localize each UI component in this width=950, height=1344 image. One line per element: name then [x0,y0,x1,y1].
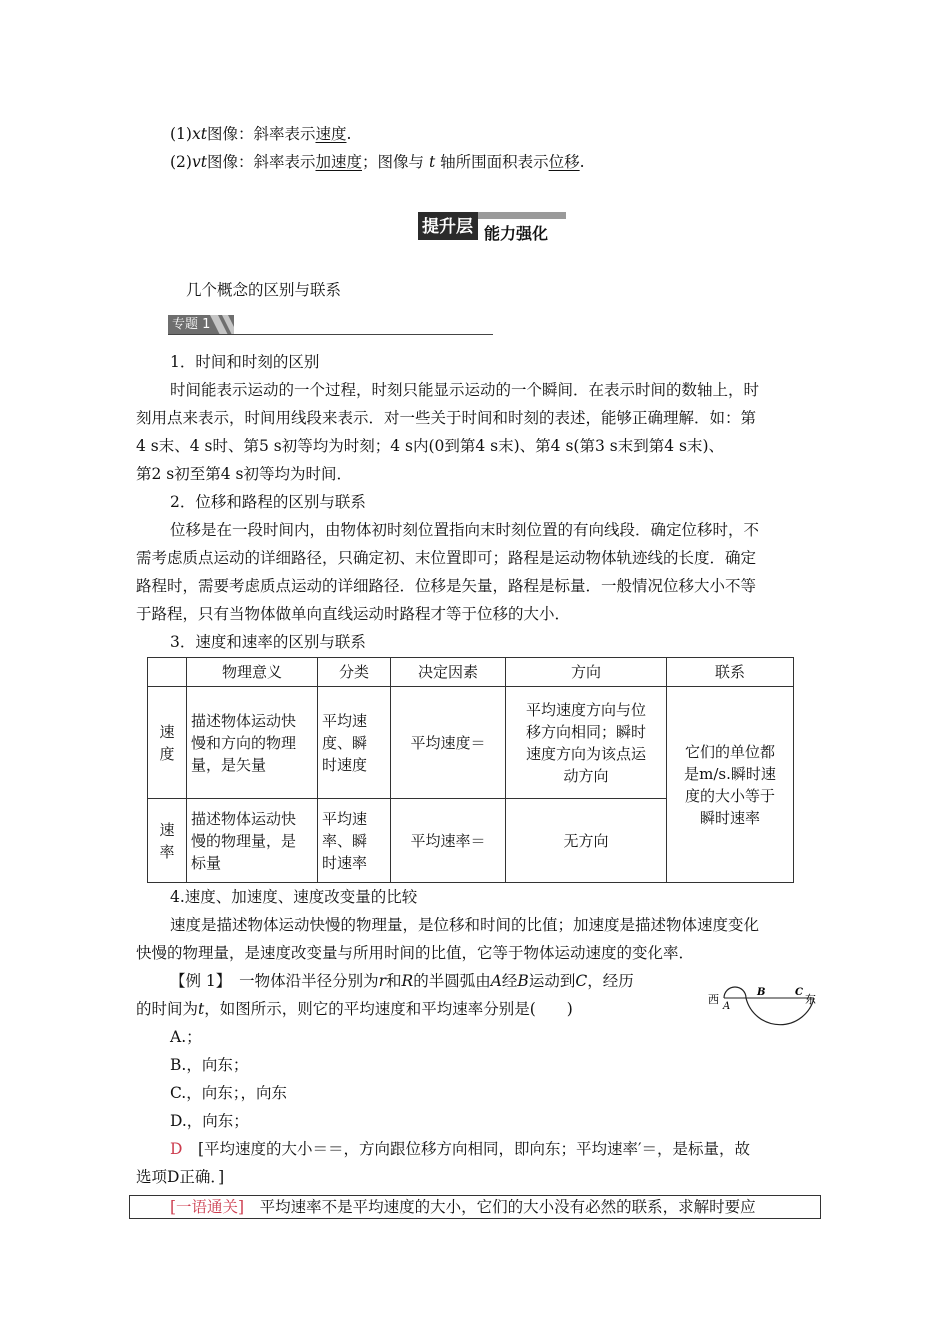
figure-label-c: C [795,987,803,998]
banner-decor-bar [478,212,566,219]
para-line: 刻用点来表示，时间用线段来表示．对一些关于时间和时刻的表述，能够正确理解．如：第 [136,409,757,427]
summary-line-2: (2)vt图像：斜率表示加速度；图像与 t 轴所围面积表示位移. [170,153,585,171]
section-banner [418,210,568,242]
cell-relation: 它们的单位都 是m/s.瞬时速 度的大小等于 瞬时速率 [667,687,794,883]
cell-direction: 无方向 [506,799,667,883]
cell-meaning: 描述物体运动快 慢和方向的物理 量，是矢量 [187,687,318,799]
tag-stripes-icon [210,315,246,335]
cell-meaning: 描述物体运动快 慢的物理量，是 标量 [187,799,318,883]
option-d: D.，向东； [170,1112,249,1130]
cell-factor: 平均速度＝ [391,687,506,799]
para-line: 快慢的物理量，是速度改变量与所用时间的比值，它等于物体运动速度的变化率． [136,944,695,962]
row-label: 速 度 [148,687,187,799]
banner-right-label: 能力强化 [484,224,549,243]
option-c: C.，向东；，向东 [170,1084,287,1102]
heading-1: 1．时间和时刻的区别 [170,353,320,371]
para-line: 第2 s初至第4 s初等均为时间． [136,465,352,483]
table-header: 物理意义 [187,658,318,687]
table-header: 分类 [318,658,391,687]
para-line: 4 s末、4 s时、第5 s初等均为时刻；4 s内(0到第4 s末)、第4 s(第3 s末到第4 s末)、 [136,437,724,455]
answer-line-2: 选项D正确．] [136,1168,225,1186]
answer-line-1: D [平均速度的大小＝＝，方向跟位移方向相同，即向东；平均速率′＝，是标量，故 [170,1140,751,1158]
heading-3: 3．速度和速率的区别与联系 [170,633,366,651]
semicircle-figure [706,978,826,1028]
para-line: 位移是在一段时间内，由物体初时刻位置指向末时刻位置的有向线段．确定位移时，不 [170,521,760,539]
table-header: 方向 [506,658,667,687]
banner-left-label: 提升层 [422,217,473,237]
option-b: B.，向东； [170,1056,249,1074]
figure-west-label: 西 [708,993,719,1006]
figure-label-a: A [723,1001,731,1012]
tip-tag: [一语通关] [170,1198,245,1216]
figure-label-b: B [757,987,766,998]
table-header: 决定因素 [391,658,506,687]
figure-east-label: 东 [805,993,816,1006]
cell-category: 平均速 率、瞬 时速率 [318,799,391,883]
cell-factor: 平均速率＝ [391,799,506,883]
table-row [148,687,794,799]
cell-category: 平均速 度、瞬 时速度 [318,687,391,799]
para-line: 路程时，需要考虑质点运动的详细路径．位移是矢量，路程是标量．一般情况位移大小不等 [136,577,757,595]
topic-tag [168,315,234,335]
para-line: 时间能表示运动的一个过程，时刻只能显示运动的一个瞬间．在表示时间的数轴上，时 [170,381,760,399]
option-a: A.； [170,1028,202,1046]
table-header-empty [148,658,187,687]
answer-letter: D [170,1140,183,1158]
example-line-2: 的时间为t，如图所示，则它的平均速度和平均速率分别是( ) [136,1000,573,1018]
para-line: 于路程，只有当物体做单向直线运动时路程才等于位移的大小． [136,605,571,623]
heading-2: 2．位移和路程的区别与联系 [170,493,366,511]
topic-rule [168,334,493,335]
tip-line: [一语通关] 平均速率不是平均速度的大小，它们的大小没有必然的联系，求解时要应 [170,1198,756,1216]
topic-tag-label: 专题 1 [172,317,211,332]
comparison-table [147,657,794,883]
summary-line-1: (1)xt图像：斜率表示速度. [170,125,352,143]
table-header-row [148,658,794,687]
cell-direction: 平均速度方向与位 移方向相同；瞬时 速度方向为该点运 动方向 [506,687,667,799]
example-line-1: 【例 1】 一物体沿半径分别为r和R的半圆弧由A经B运动到C，经历 [170,972,634,990]
table-header: 联系 [667,658,794,687]
section-title: 几个概念的区别与联系 [186,281,342,299]
tip-box [129,1195,821,1219]
row-label: 速 率 [148,799,187,883]
para-line: 速度是描述物体运动快慢的物理量，是位移和时间的比值；加速度是描述物体速度变化 [170,916,760,934]
para-line: 需考虑质点运动的详细路径，只确定初、末位置即可；路程是运动物体轨迹线的长度．确定 [136,549,757,567]
heading-4: 4.速度、加速度、速度改变量的比较 [170,888,418,906]
